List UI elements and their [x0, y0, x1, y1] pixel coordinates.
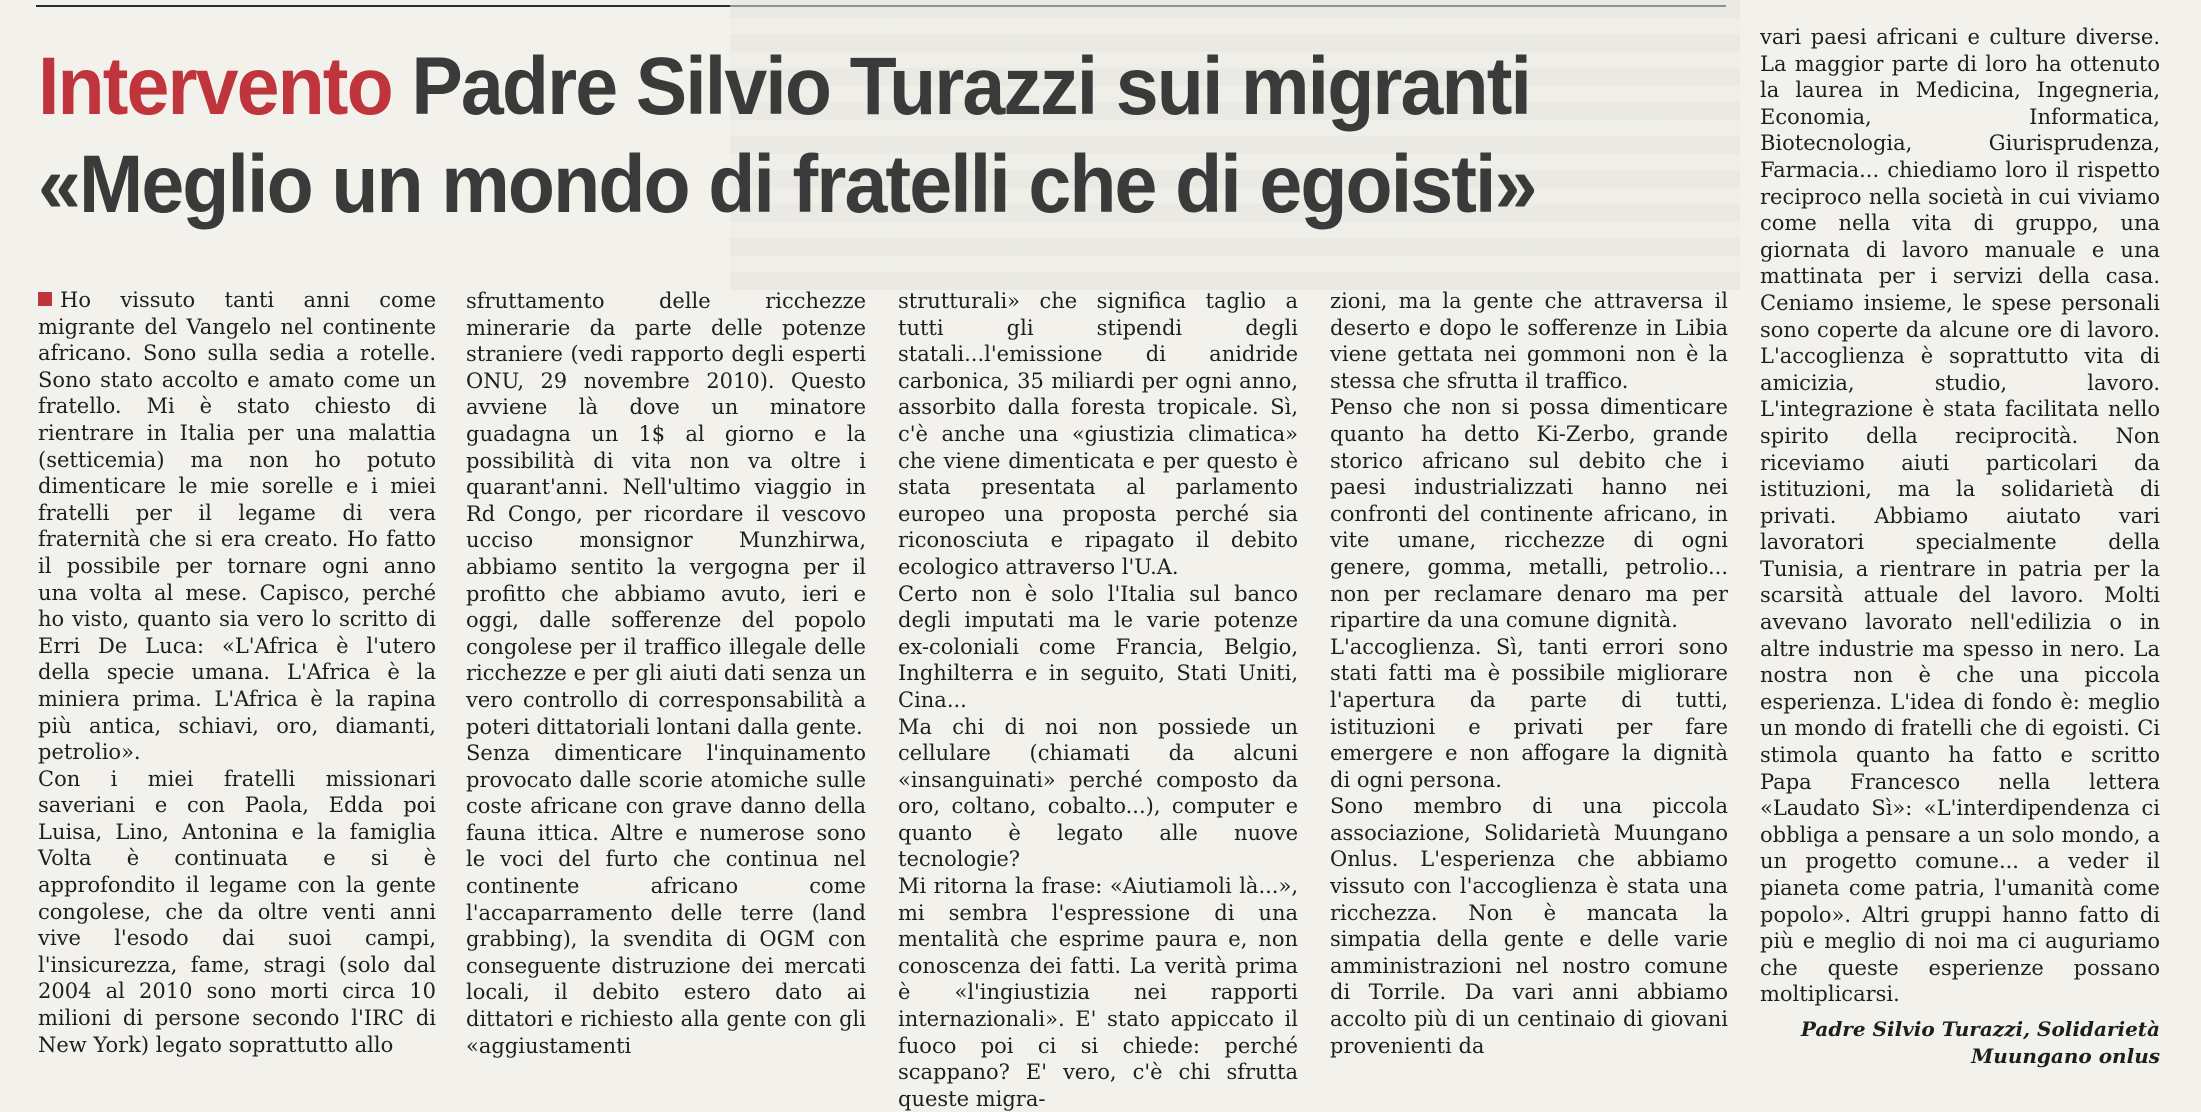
- article-column-5: [1760, 24, 2160, 1070]
- headline-line-1: [38, 38, 1636, 136]
- paragraph: Senza dimenticare l'inquinamento provocato dalle scorie atomiche sulle coste africane con grave danno della fauna ittica. Altre e numerose sono le voci del furto che continua nel continente africano come l'accaparramento delle terre (land grabbing), la svendita di OGM con conseguente distruzione dei mercati locali, il debito estero dato ai dittatori e richiesto alla gente con gli «aggiustamenti: [466, 741, 866, 1058]
- article-column-1: [38, 287, 436, 1058]
- paragraph: vari paesi africani e culture diverse. La maggior parte di loro ha ottenuto la laurea in Medicina, Ingegneria, Economia, Informatica, Biotecnologia, Giurisprudenza, Farmacia... chiediamo loro il rispetto reciproco nella società in cui viviamo come nella vita di gruppo, una giornata di lavoro manuale e una mattinata per i servizi della casa. Ceniamo insieme, le spese personali sono coperte da alcune ore di lavoro. L'accoglienza è soprattutto vita di amicizia, studio, lavoro. L'integrazione è stata facilitata nello spirito della reciprocità. Non riceviamo aiuti particolari da istituzioni, ma la solidarietà di privati. Abbiamo aiutato vari lavoratori specialmente della Tunisia, a rientrare in patria per la scarsità attuale del lavoro. Molti avevano lavorato nell'edilizia o in altre industrie ma spesso in nero. La nostra non è che una piccola esperienza. L'idea di fondo è: meglio un mondo di fratelli che di egoisti. Ci stimola quanto ha fatto e scritto Papa Francesco nella lettera «Laudato Sì»: «L'interdipendenza ci obbliga a pensare a un solo mondo, a un progetto comune... a veder il pianeta come patria, l'umanità come popolo». Altri gruppi hanno fatto di più e meglio di noi ma ci auguriamo che queste esperienze possano moltiplicarsi.: [1760, 25, 2160, 1007]
- headline-title: Padre Silvio Turazzi sui migranti: [411, 41, 1531, 132]
- article-headline: [38, 38, 1636, 234]
- signature-line-1: Padre Silvio Turazzi, Solidarietà: [1800, 1016, 2160, 1041]
- paragraph: Penso che non si possa dimenticare quanto ha detto Ki-Zerbo, grande storico africano sul debito che i paesi industrializzati hanno nei confronti del continente africano, in vite umane, ricchezze di ogni genere, gomma, metalli, petrolio... non per reclamare denaro ma per ripartire da una comune dignità.: [1330, 395, 1728, 633]
- paragraph: sfruttamento delle ricchezze minerarie da parte delle potenze straniere (vedi rapporto degli esperti ONU, 29 novembre 2010). Questo avviene là dove un minatore guadagna un 1$ al giorno e la possibilità di vita non va oltre i quarant'anni. Nell'ultimo viaggio in Rd Congo, per ricordare il vescovo ucciso monsignor Munzhirwa, abbiamo sentito la vergogna per il profitto che abbiamo avuto, ieri e oggi, dalle sofferenze del popolo congolese per il traffico illegale delle ricchezze e per gli aiuti dati senza un vero controllo di corresponsabilità a poteri dittatoriali lontani dalla gente.: [466, 289, 866, 739]
- paragraph-text: Ho vissuto tanti anni come migrante del Vangelo nel continente africano. Sono sulla sedia a rotelle. Sono stato accolto e amato come un fratello. Mi è stato chiesto di rientrare in Italia per una malattia (setticemia) ma non ho potuto dimenticare le mie sorelle e i miei fratelli per il legame di vera fraternità che si era creato. Ho fatto il possibile per tornare ogni anno una volta al mese. Capisco, perché ho visto, quanto sia vero lo scritto di Erri De Luca: «L'Africa è l'utero della specie umana. L'Africa è la miniera prima. L'Africa è la rapina più antica, schiavi, oro, diamanti, petrolio».: [38, 288, 436, 765]
- headline-line-2: «Meglio un mondo di fratelli che di egoisti»: [38, 139, 1536, 230]
- article-column-4: [1330, 288, 1728, 1059]
- article-column-3: [898, 288, 1298, 1112]
- paragraph: Con i miei fratelli missionari saveriani e con Paola, Edda poi Luisa, Lino, Antonina e la famiglia Volta è continuata e si è approfondito il legame con la gente congolese, che da oltre venti anni vive l'esodo dai suoi campi, l'insicurezza, fame, stragi (solo dal 2004 al 2010 sono morti circa 10 milioni di persone secondo l'IRC di New York) legato soprattutto allo: [38, 766, 436, 1057]
- paragraph: strutturali» che significa taglio a tutti gli stipendi degli statali...l'emissione di anidride carbonica, 35 miliardi per ogni anno, assorbito dalla foresta tropicale. Sì, c'è anche una «giustizia climatica» che viene dimenticata e per questo è stata presentata al parlamento europeo una proposta perché sia riconosciuta e ripagato il debito ecologico attraverso l'U.A.: [898, 289, 1298, 579]
- paragraph: L'accoglienza. Sì, tanti errori sono stati fatti ma è possibile migliorare l'apertura da parte di tutti, istituzioni e privati per fare emergere e non affogare la dignità di ogni persona.: [1330, 634, 1728, 792]
- paragraph: Mi ritorna la frase: «Aiutiamoli là...», mi sembra l'espressione di una mentalità che esprime paura e, non conoscenza dei fatti. La verità prima è «l'ingiustizia nei rapporti internazionali». E' stato appiccato il fuoco poi ci si chiede: perché scappano? E' vero, c'è chi sfrutta queste migra-: [898, 874, 1298, 1111]
- paragraph: Sono membro di una piccola associazione, Solidarietà Muungano Onlus. L'esperienza che abbiamo vissuto con l'accoglienza è stata una ricchezza. Non è mancata la simpatia della gente e delle varie amministrazioni nel nostro comune di Torrile. Da vari anni abbiamo accolto più di un centinaio di giovani provenienti da: [1330, 794, 1728, 1058]
- article-column-2: [466, 288, 866, 1059]
- paragraph: [38, 287, 436, 766]
- paragraph: Ma chi di noi non possiede un cellulare (chiamati da alcuni «insanguinati» perché composto da oro, coltano, cobalto...), computer e quanto è legato alle nuove tecnologie?: [898, 714, 1298, 872]
- headline-kicker: Intervento: [38, 41, 392, 132]
- signature-line-2: Muungano onlus: [1971, 1043, 2160, 1068]
- author-signature: [1760, 1016, 2160, 1070]
- section-marker-icon: [38, 292, 52, 306]
- paragraph: Certo non è solo l'Italia sul banco degli imputati ma le varie potenze ex-coloniali come Francia, Belgio, Inghilterra e in seguito, Stati Uniti, Cina...: [898, 581, 1298, 712]
- paragraph: zioni, ma la gente che attraversa il deserto e dopo le sofferenze in Libia viene gettata nei gommoni non è la stessa che sfrutta il traffico.: [1330, 289, 1728, 393]
